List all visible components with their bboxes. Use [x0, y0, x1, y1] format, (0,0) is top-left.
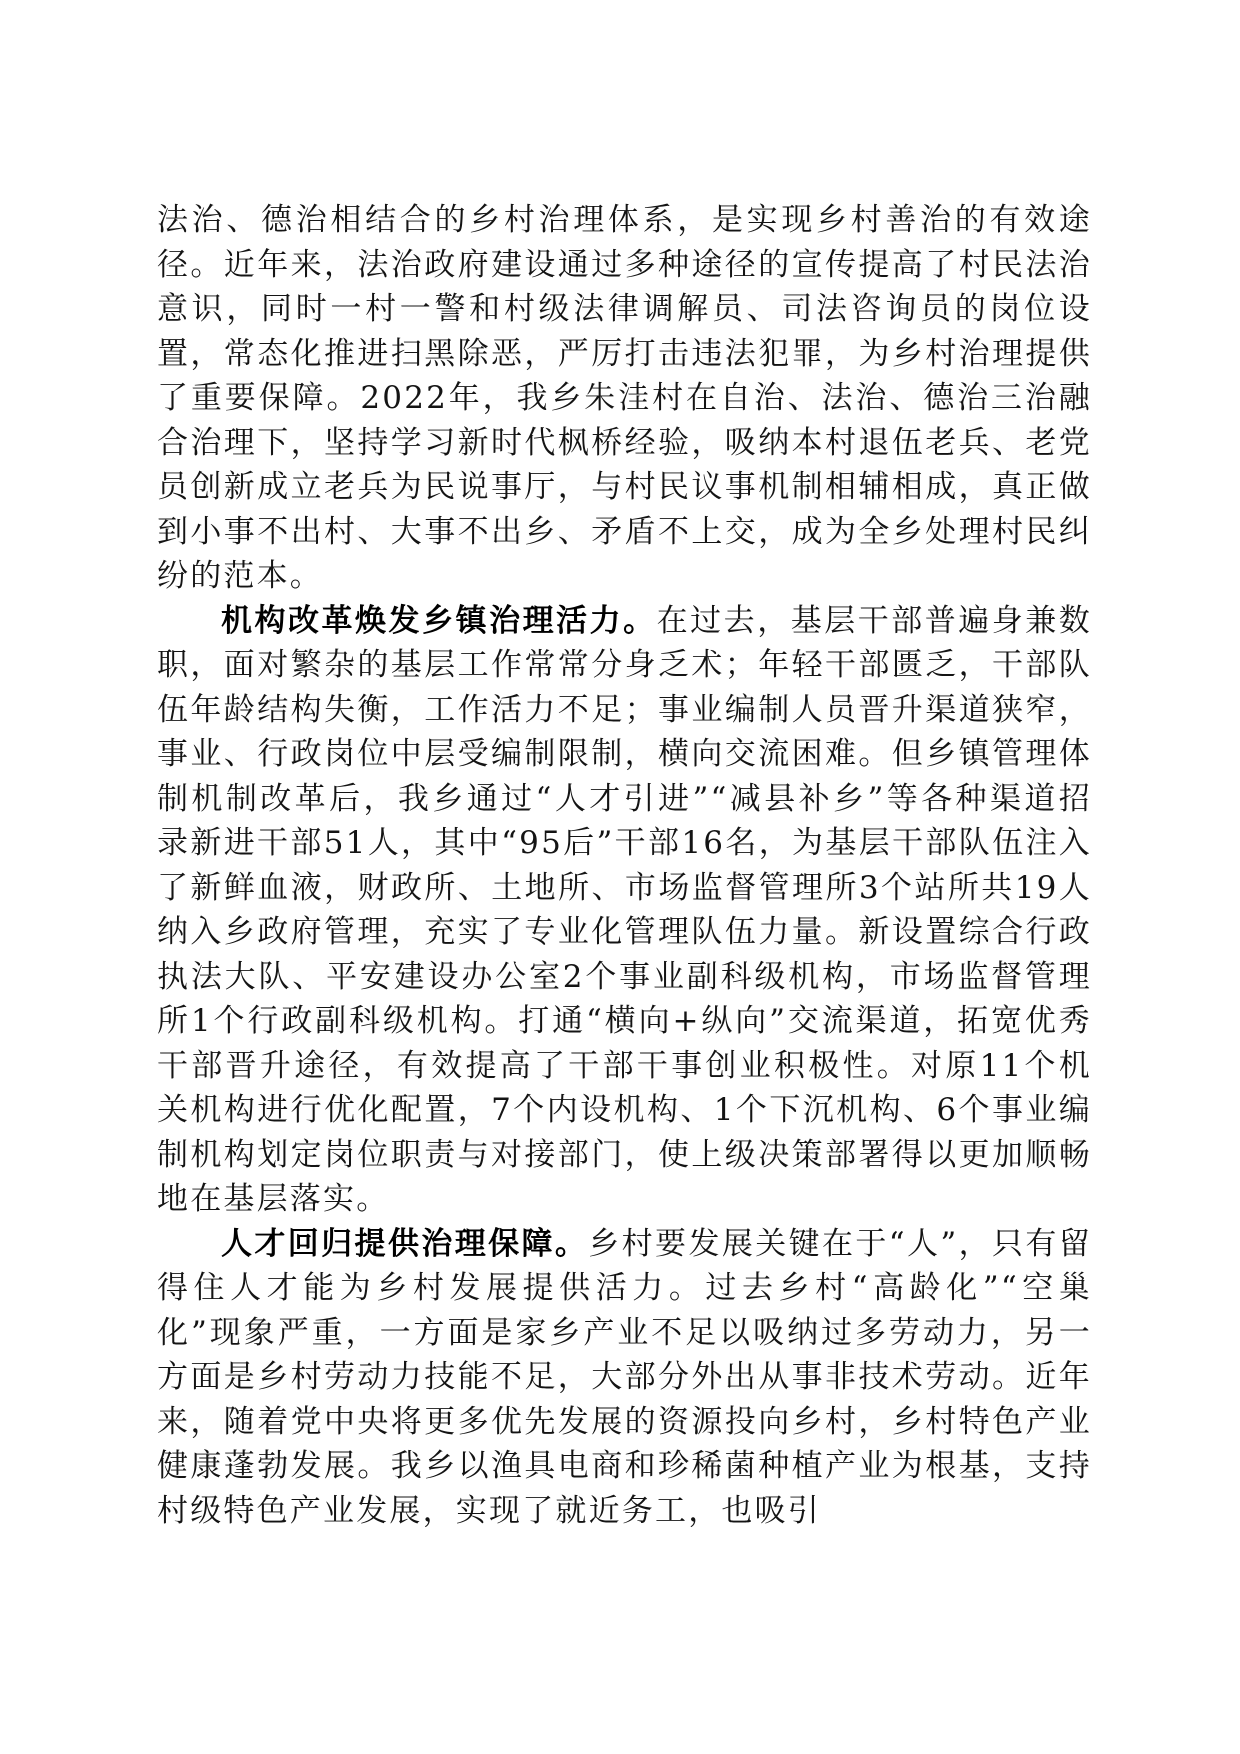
- paragraph-rule-of-law: [157, 198, 1092, 599]
- paragraph-lead: 机构改革焕发乡镇治理活力。: [221, 602, 657, 639]
- document-body: [157, 198, 1092, 1533]
- paragraph-text: 乡村要发展关键在于“人”，只有留得住人才能为乡村发展提供活力。过去乡村“高龄化”“空巢化”现象严重，一方面是家乡产业不足以吸纳过多劳动力，另一方面是乡村劳动力技能不足，大部分外出从事非技术劳动。近年来，随着党中央将更多优先发展的资源投向乡村，乡村特色产业健康蓬勃发展。我乡以渔具电商和珍稀菌种植产业为根基，支持村级特色产业发展，实现了就近务工，也吸引: [157, 1225, 1092, 1529]
- paragraph-institutional-reform: [157, 599, 1092, 1222]
- paragraph-text: 在过去，基层干部普遍身兼数职，面对繁杂的基层工作常常分身乏术；年轻干部匮乏，干部队伍年龄结构失衡，工作活力不足；事业编制人员晋升渠道狭窄，事业、行政岗位中层受编制限制，横向交流困难。但乡镇管理体制机制改革后，我乡通过“人才引进”“减县补乡”等各种渠道招录新进干部51人，其中“95后”干部16名，为基层干部队伍注入了新鲜血液，财政所、土地所、市场监督管理所3个站所共19人纳入乡政府管理，充实了专业化管理队伍力量。新设置综合行政执法大队、平安建设办公室2个事业副科级机构，市场监督管理所1个行政副科级机构。打通“横向+纵向”交流渠道，拓宽优秀干部晋升途径，有效提高了干部干事创业积极性。对原11个机关机构进行优化配置，7个内设机构、1个下沉机构、6个事业编制机构划定岗位职责与对接部门，使上级决策部署得以更加顺畅地在基层落实。: [157, 602, 1092, 1217]
- paragraph-text: 法治、德治相结合的乡村治理体系，是实现乡村善治的有效途径。近年来，法治政府建设通过多种途径的宣传提高了村民法治意识，同时一村一警和村级法律调解员、司法咨询员的岗位设置，常态化推进扫黑除恶，严厉打击违法犯罪，为乡村治理提供了重要保障。2022年，我乡朱洼村在自治、法治、德治三治融合治理下，坚持学习新时代枫桥经验，吸纳本村退伍老兵、老党员创新成立老兵为民说事厅，与村民议事机制相辅相成，真正做到小事不出村、大事不出乡、矛盾不上交，成为全乡处理村民纠纷的范本。: [157, 202, 1092, 594]
- paragraph-lead: 人才回归提供治理保障。: [221, 1225, 589, 1262]
- paragraph-talent-return: [157, 1222, 1092, 1534]
